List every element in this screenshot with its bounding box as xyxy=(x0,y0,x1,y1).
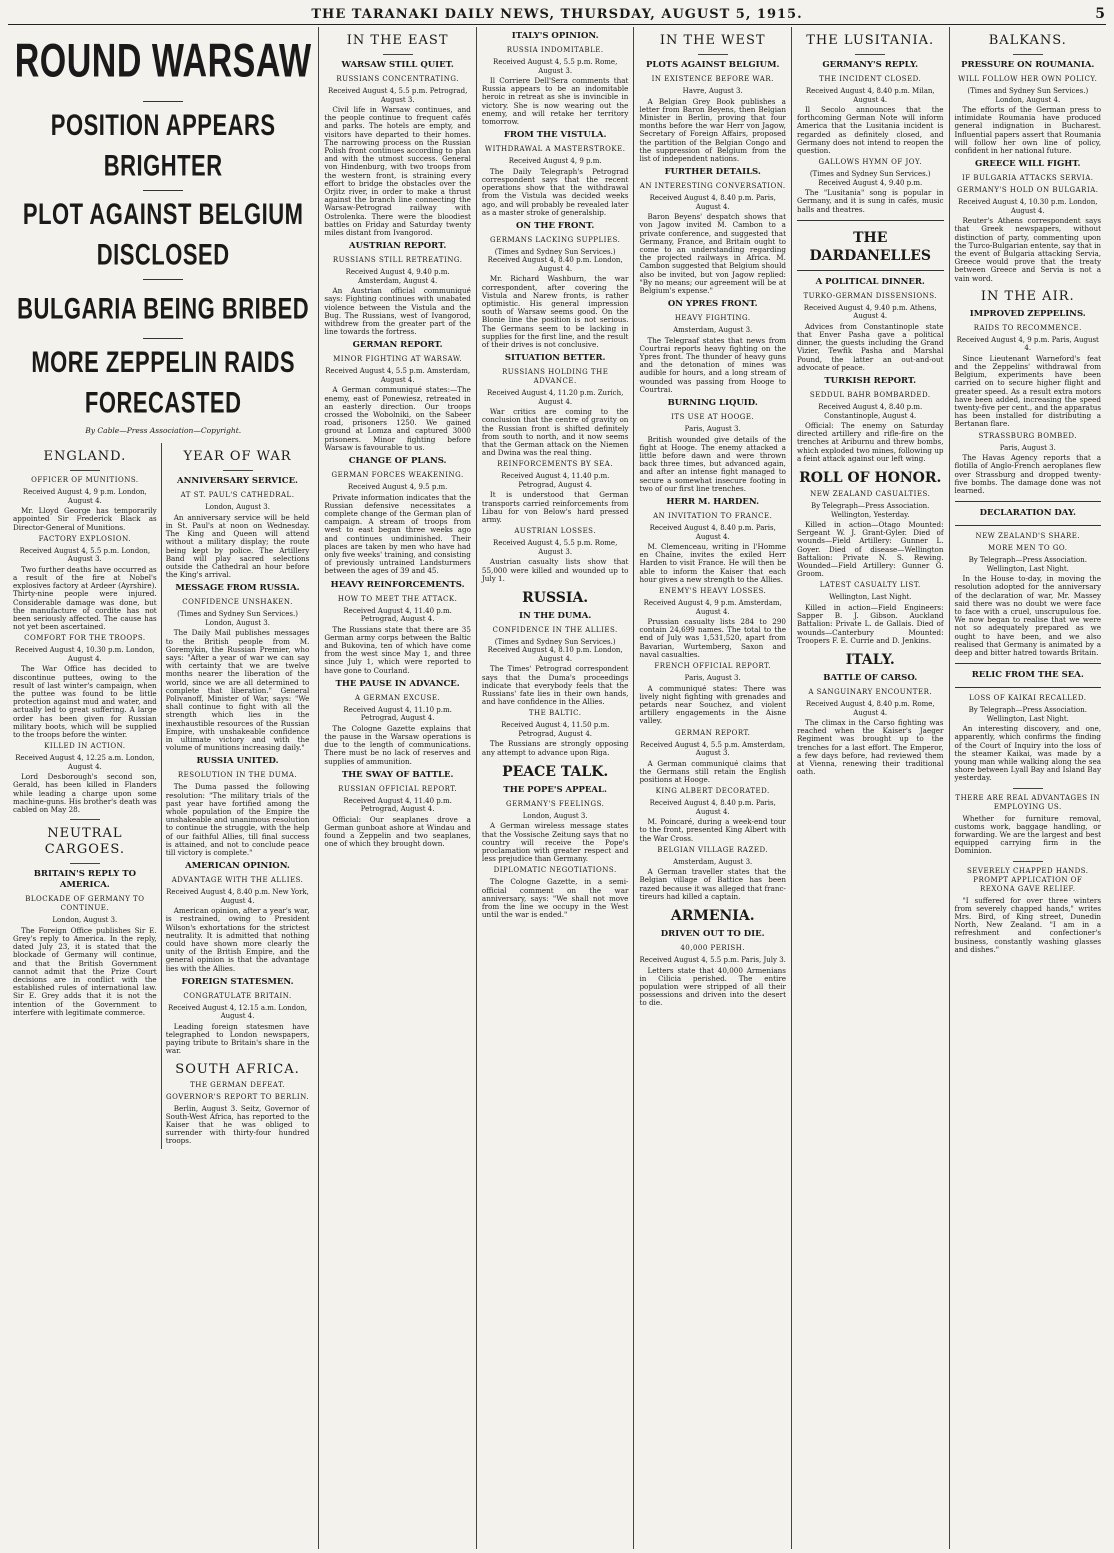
subhead-weakening: GERMAN FORCES WEAKENING. xyxy=(331,471,464,480)
article-text: Berlin, August 3. Seitz, Governor of South-West Africa, has reported to the Kaiser that he was obliged to surrender with thirty-four hundred troops. xyxy=(165,1103,310,1146)
article-text: A German communiqué states:—The enemy, east of Ponewiesz, retreated in an easterly direction. Our troops crossed the Wobolniki, on the Sabeer road, prisoners 1250. We gained ground at Lomza and captured 3000 prisoners. Minor fighting before Warsaw is favourable to us. xyxy=(324,385,471,452)
subhead-st-pauls: AT ST. PAUL'S CATHEDRAL. xyxy=(180,491,295,500)
article-text: A German traveller states that the Belgian village of Battice has been razed because it was alleged that franc-tireurs had killed a captain. xyxy=(639,867,786,901)
subhead-german-report: GERMAN REPORT. xyxy=(675,728,751,737)
article-text: Private information indicates that the Russian defensive necessitates a complete change of the German plan of campaign. A stream of troops from west to east began three weeks ago and continues undiminished. Their places are taken by men who have had only five weeks' training, and consisting of previously untrained Landsturmers between the ages of 39 and 45. xyxy=(324,492,471,576)
subhead-raids-recommence: RAIDS TO RECOMMENCE. xyxy=(973,323,1082,332)
article-text: Since Lieutenant Warneford's feat and the Zeppelins' withdrawal from Belgium, experiments have been carried on to secure higher flight and greater speed. As a result extra motors have been added, increasing the speed twenty-five per cent., and the apparatus has been installed for distributing a Bertanan flare. xyxy=(954,353,1102,429)
dateline: Received August 4, 5.5 p.m. Petrograd, August 3. xyxy=(327,87,468,104)
subhead-russia-united: RUSSIA UNITED. xyxy=(196,756,279,767)
ad-text: Whether for furniture removal, customs work, baggage handling, or forwarding. We are the largest and best equipped carrying firm in the Dominion. xyxy=(954,813,1102,856)
subhead-incident-closed: THE INCIDENT CLOSED. xyxy=(819,75,922,83)
page-number: 5 xyxy=(1095,6,1106,22)
byline: By Cable—Press Association—Copyright. xyxy=(85,426,242,435)
subhead-before-war: IN EXISTENCE BEFORE WAR. xyxy=(651,75,774,83)
subhead-in-duma: IN THE DUMA. xyxy=(519,610,592,621)
section-relic-sea: RELIC FROM THE SEA. xyxy=(971,670,1084,681)
dateline: Received August 4, 11.10 p.m. Petrograd, August 4. xyxy=(343,705,452,723)
article-text: A German wireless message states that the Vossische Zeitung says that no country will receive the Pope's proclamation with greater respect and less prejudice than Germany. xyxy=(481,821,629,864)
article-text: Austrian casualty lists show that 55,000 were killed and wounded up to July 1. xyxy=(481,557,629,583)
section-in-the-west: IN THE WEST xyxy=(659,33,766,48)
section-declaration-day: DECLARATION DAY. xyxy=(979,508,1076,519)
article-text: A communiqué states: There was lively night fighting with grenades and petards near Souchez, and violent artillery engagements in the Aisne valley. xyxy=(639,683,786,726)
headline-round-warsaw: ROUND WARSAW xyxy=(14,34,312,88)
article-text: Prussian casualty lists 284 to 290 contain 24,699 names. The total to the end of July was 1,531,520, apart from Bavarian, Wurtemberg, Saxon and naval casualties. xyxy=(639,617,786,659)
article-text: Baron Beyens' despatch shows that von Jagow invited M. Cambon to a private conference, and suggested that Germany, France, and Britain ought to come to an understanding regarding the projected railways in Africa. M. Cambon suggested that Belgium should also be invited, but von Jagow replied: "By no means; our agreement will be at Belgium's expense." xyxy=(639,212,786,295)
section-in-the-air: IN THE AIR. xyxy=(980,288,1075,304)
section-south-africa: SOUTH AFRICA. xyxy=(175,1061,300,1077)
subhead-comfort: COMFORT FOR THE TROOPS. xyxy=(24,634,146,643)
subhead-situation: SITUATION BETTER. xyxy=(504,353,606,364)
subhead-more-men: MORE MEN TO GO. xyxy=(988,544,1068,553)
subhead-popes-appeal: THE POPE'S APPEAL. xyxy=(503,784,607,795)
article-text: Mr. Lloyd George has temporarily appointed Sir Frederick Black as Director-General of Munitions. xyxy=(13,506,157,532)
dateline: (Times and Sydney Sun Services.) Received August 4, 8.40 p.m. London, August 4. xyxy=(487,247,623,273)
article-text: War critics are coming to the conclusion that the centre of gravity on the Russian front is shifted definitely from south to north, and it now seems that the German attack on the Niemen and Dwina was the real thing. xyxy=(481,407,629,458)
dateline: Paris, August 3. xyxy=(684,425,741,434)
subhead-munitions: OFFICER OF MUNITIONS. xyxy=(31,476,139,485)
headline-zeppelin: MORE ZEPPELIN RAIDS FORECASTED xyxy=(31,345,296,420)
page-columns xyxy=(8,27,1106,1549)
subhead-vistula: FROM THE VISTULA. xyxy=(503,130,607,141)
ad-heading-rexona: SEVERELY CHAPPED HANDS. PROMPT APPLICATION OF REXONA GAVE RELIEF. xyxy=(966,866,1089,893)
column-lusitania xyxy=(792,27,950,1549)
subhead-political-dinner: A POLITICAL DINNER. xyxy=(815,276,925,287)
subhead-bulgaria-attacks: IF BULGARIA ATTACKS SERVIA. xyxy=(962,174,1094,183)
subhead-retreating: RUSSIANS STILL RETREATING. xyxy=(332,256,463,265)
subhead-kaikai: LOSS OF KAIKAI RECALLED. xyxy=(969,694,1087,703)
subhead-heavy-fighting: HEAVY FIGHTING. xyxy=(674,314,751,323)
article-text: M. Clemenceau, writing in l'Homme en Chaîne, invites the exiled Herr Harden to visit France. He will then be able to inform the Kaiser that each hour gives a new strength to the Allies. xyxy=(639,542,786,584)
subhead-governor-report: GOVERNOR'S REPORT TO BERLIN. xyxy=(165,1092,310,1101)
subhead-seddul-bahr: SEDDUL BAHR BOMBARDED. xyxy=(809,391,931,400)
article-text: Official: Our seaplanes drove a German gunboat ashore at Windau and found a Zeppelin and two seaplanes, one of which they brought down. xyxy=(324,814,471,849)
article-text: Official: The enemy on Saturday directed artillery and rifle-fire on the trenches at Ariburnu and threw bombs, which exploded two mines, following up a feint attack against our left wing. xyxy=(796,421,944,463)
dateline: Received August 4, 5.5 p.m. London, August 3. xyxy=(19,546,151,564)
dateline: Received August 4, 5.5 p.m. Paris, July 3. xyxy=(639,956,786,965)
dateline: Received August 4, 9 p.m. London, August 4. xyxy=(22,488,147,505)
article-text: Civil life in Warsaw continues, and the people continue to frequent cafés and parks. The hotels are empty, and visitors have departed to their homes. The narrowing process on the Russian Polish front continues according to plan and with the utmost success. General von Hindenburg, with two troops from the western front, is straining every effort to bridge the obstacles over the Orjitz river, in order to make a thrust against the branch line connecting the Warsaw-Petrograd railway with Ostrolenka. There were the bloodiest battles on Friday and Saturday twenty miles distant from Ivangorod. xyxy=(324,105,471,238)
subhead-burning-liquid: BURNING LIQUID. xyxy=(667,398,758,409)
article-text: Two further deaths have occurred as a result of the fire at Nobel's explosives factory at Ardeer (Ayrshire). Thirty-nine people were injured. Considerable damage was done, but the manufacture of cordite has not been seriously affected. The cause has not yet been ascertained. xyxy=(13,564,157,632)
masthead xyxy=(8,4,1106,25)
dateline: Received August 4, 10.30 p.m. London, August 4. xyxy=(958,198,1098,215)
dateline: Received August 4, 5.5 p.m. Rome, August 3. xyxy=(493,58,618,75)
article-text: An anniversary service will be held in St. Paul's at noon on Wednesday. The King and Queen will attend without a military display; the route being kept by police. The Artillery Band will play sacred selections outside the Cathedral an hour before the King's arrival. xyxy=(165,512,310,580)
dateline: Received August 4, 10.30 p.m. London, August 4. xyxy=(15,646,155,663)
article-text: Il Secolo announces that the forthcoming German Note will inform America that the Lusitania incident is regarded as definitely closed, and Germany does not intend to reopen the question. xyxy=(796,105,944,156)
article-text: The Havas Agency reports that a flotilla of Anglo-French aeroplanes flew over Strassburg and dropped twenty-five bombs. The damage done was not learned. xyxy=(954,453,1102,495)
article-text: An Austrian official communiqué says: Fighting continues with unabated violence between the Vistula and the Bug. The Russians, west of Ivangorod, withdrew from the greater part of the line towards the fortress. xyxy=(324,286,471,337)
dateline: Paris, August 3. xyxy=(999,443,1056,452)
subhead-german-defeat: THE GERMAN DEFEAT. xyxy=(190,1080,285,1089)
subhead-change-plans: CHANGE OF PLANS. xyxy=(348,456,447,467)
subhead-enemy-losses: ENEMY'S HEAVY LOSSES. xyxy=(659,587,767,596)
subhead-perish: 40,000 PERISH. xyxy=(680,944,746,953)
article-text: A Belgian Grey Book publishes a letter from Baron Beyens, then Belgian Minister in Berlin, proving that four months before the war Herr von Jagow, Secretary of Foreign Affairs, proposed the partition of the Belgian Congo and the suppression of Belgium from the list of independent nations. xyxy=(639,96,786,163)
subhead-warsaw: WARSAW STILL QUIET. xyxy=(341,60,454,70)
article-text: The Cologne Gazette explains that the pause in the Warsaw operations is due to the length of communications. There must be no lack of reserves and supplies of ammunition. xyxy=(324,723,471,766)
subhead-advantage: ADVANTAGE WITH THE ALLIES. xyxy=(171,876,304,885)
article-text: The Daily Mail publishes messages to the British people from M. Goremykin, the Russian Premier, who says: "After a year of war we can say with certainty that we are twelve months nearer the liberation of the world, since we are all determined to complete that liberation." General Polivanoff, Minister of War, says: "We shall continue to fight with all the strength which lies in the inexhaustible resources of the Russian Empire, with unshakeable confidence in ultimate victory and with the volume of munitions increasing daily." xyxy=(165,628,310,753)
subhead-duma-resolution: RESOLUTION IN THE DUMA. xyxy=(177,771,298,780)
subhead-king-albert: KING ALBERT DECORATED. xyxy=(655,787,770,796)
dateline: Amsterdam, August 3. xyxy=(673,857,753,866)
section-armenia: ARMENIA. xyxy=(670,908,755,925)
column-balkans xyxy=(950,27,1107,1549)
article-text: The "Lusitania" song is popular in Germany, and it is sung in cafés, music halls and theatres. xyxy=(796,188,944,214)
section-england: ENGLAND. xyxy=(43,449,127,465)
section-neutral-cargoes: NEUTRAL CARGOES. xyxy=(44,826,125,858)
section-peace-talk: PEACE TALK. xyxy=(502,763,609,780)
column-in-the-west xyxy=(634,27,792,1549)
dateline: Received August 4, 9.40 p.m. Amsterdam, August 4. xyxy=(345,268,450,285)
article-text: The climax in the Carso fighting was reached when the Kaiser's Jaeger Regiment was brought up to the trenches for a last effort. The Emperor, a few days before, had reviewed them at Vienna, renewing their traditional oath. xyxy=(796,718,944,777)
dateline: Received August 4, 11.40 p.m. Petrograd, August 4. xyxy=(343,606,452,624)
dateline: Received August 4, 8.40 p.m. Paris, August 4. xyxy=(649,194,776,211)
subhead-confidence-allies: CONFIDENCE IN THE ALLIES. xyxy=(492,625,618,634)
subhead-diplomatic: DIPLOMATIC NEGOTIATIONS. xyxy=(493,866,617,875)
article-text: It is understood that German transports carried reinforcements from Libau for von Below's hard pressed army. xyxy=(481,490,629,525)
section-lusitania: THE LUSITANIA. xyxy=(806,33,935,48)
subhead-concentrating: RUSSIANS CONCENTRATING. xyxy=(336,75,459,83)
dateline: By Telegraph—Press Association. Wellington, Yesterday. xyxy=(811,502,930,519)
section-italy: ITALY. xyxy=(845,652,895,668)
subhead-congratulate: CONGRATULATE BRITAIN. xyxy=(183,991,292,1000)
subhead-ypres: ON YPRES FRONT. xyxy=(667,299,758,310)
section-year-of-war: YEAR OF WAR xyxy=(183,449,292,465)
dateline: Received August 4, 8.40 p.m. New York, August 4. xyxy=(166,888,309,905)
article-text: Lord Desborough's second son, Gerald, has been killed in Flanders while leading a charge upon some machine-guns. His brother's death was cabled on May 28. xyxy=(13,772,157,815)
dateline: Received August 4, 9 p.m. Amsterdam, August 4. xyxy=(643,599,782,616)
subhead-further-details: FURTHER DETAILS. xyxy=(664,167,761,178)
article-text: The Russians state that there are 35 German army corps between the Baltic and Bukovina, ten of which have come from the west since May 1, and three since July 1, which were reported to have gone to Courland. xyxy=(324,624,471,675)
article-text: The Russians are strongly opposing any attempt to advance upon Riga. xyxy=(481,739,629,757)
dateline: Received August 4, 11.20 p.m. Zurich, August 4. xyxy=(487,389,624,406)
article-text: M. Poincaré, during a week-end tour to the front, presented King Albert with the War Cross. xyxy=(639,817,786,843)
subhead-killed: KILLED IN ACTION. xyxy=(44,742,126,751)
subcolumns xyxy=(13,443,313,1148)
subhead-minor-fighting: MINOR FIGHTING AT WARSAW. xyxy=(333,355,463,364)
section-russia: RUSSIA. xyxy=(522,589,589,606)
subhead-gallows-hymn: GALLOWS HYMN OF JOY. xyxy=(818,158,922,167)
subhead-russian-official: RUSSIAN OFFICIAL REPORT. xyxy=(338,784,458,793)
subhead-austrian-losses: AUSTRIAN LOSSES. xyxy=(514,527,596,536)
subhead-harden: HERR M. HARDEN. xyxy=(666,497,760,507)
article-text: Killed in action—Otago Mounted: Sergeant W. J. Grant-Gyler. Died of wounds—Field Artillery: Gunner L. Goyer. Died of disease—Wellington Battalion: Private N. S. Rewing. Wounded—Field Artillery: Gunner G. Groom. xyxy=(796,520,944,579)
subhead-turkish-report: TURKISH REPORT. xyxy=(824,376,917,387)
dateline: London, August 3. xyxy=(52,916,118,925)
article-text: The Telegraaf states that news from Courtrai reports heavy fighting on the Ypres front. The thunder of heavy guns and the detonation of mines was audible for hours, and a long stream of wounded was passing from Hooge to Courtrai. xyxy=(639,335,786,394)
dateline: (Times and Sydney Sun Services.) London, August 3. xyxy=(177,610,298,627)
article-text: The efforts of the German press to intimidate Roumania have produced general indignation in Bucharest. Influential papers assert that Roumania will follow her own line of policy, confident in her national future. xyxy=(954,105,1102,156)
subhead-american-opinion: AMERICAN OPINION. xyxy=(185,861,290,872)
subhead-lacking-supplies: GERMANS LACKING SUPPLIES. xyxy=(490,235,621,244)
dateline: Wellington, Last Night. xyxy=(829,593,912,602)
article-text: British wounded give details of the fight at Hooge. The enemy attacked a little before dawn and were thrown back three times, but advanced again, and after an intense fight managed to secure a somewhat insecure footing in two of our first line trenches. xyxy=(639,434,786,493)
dateline: Havre, August 3. xyxy=(682,87,743,95)
subhead-meet-attack: HOW TO MEET THE ATTACK. xyxy=(337,594,458,603)
subhead-german-report: GERMAN REPORT. xyxy=(352,340,443,351)
dateline: By Telegraph—Press Association. Wellington, Last Night. xyxy=(968,556,1087,573)
column-main-headlines xyxy=(8,27,319,1549)
subhead-greece-fight: GREECE WILL FIGHT. xyxy=(975,159,1081,170)
article-text: Killed in action—Field Engineers: Sapper B. J. Gibson. Auckland Battalion: Private L. de Gallais. Died of wounds—Canterbury Mounted: Troopers F. E. Currie and D. Jenkins. xyxy=(796,602,944,645)
subhead-masterstroke: WITHDRAWAL A MASTERSTROKE. xyxy=(484,145,626,154)
subhead-sway-battle: THE SWAY OF BATTLE. xyxy=(341,769,454,780)
subhead-heavy-reinforcements: HEAVY REINFORCEMENTS. xyxy=(330,579,465,590)
dateline: Paris, August 3. xyxy=(684,674,741,683)
subhead-latest-casualty: LATEST CASUALTY LIST. xyxy=(819,581,921,590)
dateline: Received August 4, 11.40 p.m. Petrograd, August 4. xyxy=(500,472,610,489)
headline-bulgaria: BULGARIA BEING BRIBED xyxy=(17,291,310,326)
dateline: Received August 4, 5.5 p.m. Amsterdam, August 3. xyxy=(640,740,786,758)
subhead-anniversary: ANNIVERSARY SERVICE. xyxy=(177,476,299,487)
subhead-on-front: ON THE FRONT. xyxy=(515,220,595,231)
subhead-foreign-statesmen: FOREIGN STATESMEN. xyxy=(181,976,294,987)
article-text: Leading foreign statesmen have telegraphed to London newspapers, paying tribute to Britain's share in the war. xyxy=(165,1021,310,1056)
dateline: Received August 4, 8.40 p.m. Constantinople, August 4. xyxy=(818,403,923,420)
subhead-nz-casualties: NEW ZEALAND CASUALTIES. xyxy=(810,490,931,499)
dateline: London, August 3. xyxy=(205,503,270,512)
article-text: Letters state that 40,000 Armenians in Cilicia perished. The entire population were stripped of all their possessions and driven into the desert to die. xyxy=(639,965,786,1008)
article-text: The Duma passed the following resolution: "The military trials of the past year have fortified among the whole population of the Empire the unshakeable and unanimous resolution to continue the struggle, with the help of our faithful Allies, till final success is attained, and not to conclude peace till victory is complete." xyxy=(165,782,310,857)
subhead-village-razed: BELGIAN VILLAGE RAZED. xyxy=(657,845,769,854)
dateline: Received August 4, 8.40 p.m. Paris, August 4. xyxy=(649,799,776,816)
subhead-blockade: BLOCKADE OF GERMANY TO CONTINUE. xyxy=(25,895,145,913)
headline-plot-belgium: PLOT AGAINST BELGIUM DISCLOSED xyxy=(22,197,304,272)
ad-heading-advantages: THERE ARE REAL ADVANTAGES IN EMPLOYING US. xyxy=(955,793,1101,811)
article-text: Reuter's Athens correspondent says that Greek newspapers, without distinction of party, commenting upon the Turco-Bulgarian entente, say that in the event of Bulgaria attacking Servia, Greece would prove that the treaty between Greece and Servia is not a vain word. xyxy=(954,216,1102,283)
column-in-the-east xyxy=(319,27,477,1549)
newspaper-title: THE TARANAKI DAILY NEWS, THURSDAY, AUGUST 5, 1915. xyxy=(311,6,803,22)
ad-text: "I suffered for over three winters from severely chapped hands," writes Mrs. Bird, of King street, Dunedin North, New Zealand. "I am in a refreshment and confectioner's business, constantly washing glasses and dishes." xyxy=(954,895,1102,954)
subhead-italys-opinion: ITALY'S OPINION. xyxy=(511,31,599,41)
article-text: Advices from Constantinople state that Enver Pasha gave a political dinner, the guests including the Grand Vizier, Tewfik Pasha and Marshal Pound, the latter an out-and-out advocate of peace. xyxy=(796,321,944,372)
dateline: Received August 4, 8.40 p.m. Paris, August 4. xyxy=(649,524,776,541)
dateline: Received August 4, 11.40 p.m. Petrograd, August 4. xyxy=(343,796,452,814)
article-text: A German communiqué claims that the Germans still retain the English positions at Hooge. xyxy=(639,758,786,784)
article-text: The Foreign Office publishes Sir E. Grey's reply to America. In the reply, dated July 23, it is stated that the blockade of Germany will continue, and that the British Government cannot admit that the Prize Court decisions are in conflict with the established rules of international law. Sir E. Grey adds that it is not the intention of the Government to interfere with legitimate commerce. xyxy=(13,925,157,1017)
article-text: The Times' Petrograd correspondent says that the Duma's proceedings indicate that everybody feels that the Russians' fate lies in their own hands, and have confidence in the Allies. xyxy=(481,664,629,707)
subhead-germanys-feelings: GERMANY'S FEELINGS. xyxy=(505,799,605,808)
dateline: By Telegraph—Press Association. Wellington, Last Night. xyxy=(968,706,1087,723)
subhead-battle-carso: BATTLE OF CARSO. xyxy=(823,673,918,683)
subhead-austrian-report: AUSTRIAN REPORT. xyxy=(349,241,447,252)
column-italy-russia xyxy=(477,27,635,1549)
dateline: (Times and Sydney Sun Services.) London, August 4. xyxy=(967,87,1089,104)
dateline: Received August 4, 8.40 p.m. Rome, August 4. xyxy=(805,700,935,717)
dateline: Received August 4, 9 p.m. Paris, August 4. xyxy=(956,335,1099,353)
dateline: Amsterdam, August 3. xyxy=(673,326,753,335)
dateline: (Times and Sydney Sun Services.) Received August 4, 8.10 p.m. London, August 4. xyxy=(487,637,623,663)
subhead-own-policy: WILL FOLLOW HER OWN POLICY. xyxy=(958,75,1098,83)
subhead-plots-belgium: PLOTS AGAINST BELGIUM. xyxy=(645,60,780,70)
subhead-holding-advance: RUSSIANS HOLDING THE ADVANCE. xyxy=(502,368,609,386)
dateline: Received August 4, 5.5 p.m. Rome, August 3. xyxy=(493,539,618,556)
subhead-hold-bulgaria: GERMANY'S HOLD ON BULGARIA. xyxy=(957,186,1099,195)
article-text: In the House to-day, in moving the resolution adopted for the anniversary of the declaration of war, Mr. Massey said there was no doubt we were face to face with a cruel, unscrupulous foe. We now began to realise that we were not so adequately prepared as we ought to have been, and we also realised that Germany is animated by a deep and bitter hatred towards Britain. xyxy=(954,574,1102,658)
dateline: Received August 4, 12.25 a.m. London, August 4. xyxy=(15,754,155,771)
subhead-strassburg: STRASSBURG BOMBED. xyxy=(978,431,1077,440)
subhead-reinforcements-sea: REINFORCEMENTS BY SEA. xyxy=(497,460,614,469)
subhead-pressure-roumania: PRESSURE ON ROUMANIA. xyxy=(961,60,1095,70)
subhead-baltic: THE BALTIC. xyxy=(528,709,582,718)
article-text: An interesting discovery, and one, apparently, which confirms the finding of the Court of Inquiry into the loss of the steamer Kaikai, was made by a young man while walking along the sea shore between Lyall Bay and Island Bay yesterday. xyxy=(954,724,1102,783)
section-roll-of-honor: ROLL OF HONOR. xyxy=(799,470,942,487)
subhead-dissensions: TURKO-GERMAN DISSENSIONS. xyxy=(803,291,938,300)
dateline: Received August 4, 9.5 p.m. xyxy=(347,483,448,492)
subhead-german-excuse: A GERMAN EXCUSE. xyxy=(355,693,441,702)
headline-position: POSITION APPEARS BRIGHTER xyxy=(50,108,276,183)
section-dardanelles: THE DARDANELLES xyxy=(809,229,932,264)
subhead-invitation: AN INVITATION TO FRANCE. xyxy=(653,512,773,520)
subcolumn-england xyxy=(13,443,162,1148)
article-text: Mr. Richard Washburn, the war correspondent, after covering the Vistula and Narew fronts, is rather optimistic. His general impression south of Warsaw seems good. On the Blonie line the position is not serious. The Germans seem to be lacking in supplies for the first line, and the result of their drives is not conclusive. xyxy=(481,274,629,350)
article-text: The Daily Telegraph's Petrograd correspondent says that the recent operations show that the withdrawal from the Vistula was decided weeks ago, and will probably be revealed later as a master stroke of generalship. xyxy=(481,166,629,217)
dateline: London, August 3. xyxy=(522,811,588,820)
dateline: Received August 4, 11.50 p.m. Petrograd, August 4. xyxy=(500,721,610,738)
subhead-hooge: ITS USE AT HOOGE. xyxy=(671,413,755,422)
subhead-improved-zeppelins: IMPROVED ZEPPELINS. xyxy=(969,308,1086,319)
dateline: Received August 4, 12.15 a.m. London, August 4. xyxy=(167,1003,308,1021)
article-text: American opinion, after a year's war, is restrained, owing to President Wilson's exhortations for the strictest neutrality. It is admitted that nothing could have shown more clearly the unity of the British Empire, and the general opinion is that the advantage lies with the Allies. xyxy=(165,906,310,973)
subhead-indomitable: RUSSIA INDOMITABLE. xyxy=(506,46,604,54)
article-text: The Cologne Gazette, in a semi-official comment on the war anniversary, says: "We shall not move from the line we occupy in the West until the war is ended." xyxy=(481,877,629,920)
subhead-explosion: FACTORY EXPLOSION. xyxy=(38,534,132,543)
subhead-driven-out: DRIVEN OUT TO DIE. xyxy=(660,929,765,940)
dateline: Received August 4, 8.40 p.m. Milan, August 4. xyxy=(805,87,935,104)
dateline: Received August 4, 9.40 p.m. Athens, August 4. xyxy=(803,303,937,321)
subhead-reply: BRITAIN'S REPLY TO AMERICA. xyxy=(33,869,136,891)
dateline: Received August 4, 5.5 p.m. Amsterdam, August 4. xyxy=(325,367,471,384)
subhead-conversation: AN INTERESTING CONVERSATION. xyxy=(639,182,786,191)
dateline: (Times and Sydney Sun Services.) Received August 4, 9.40 p.m. xyxy=(809,170,931,187)
article-text: Il Corriere Dell'Sera comments that Russia appears to be an indomitable heroic in retreat as she is invincible in victory. She is now wearing out the enemy, and will retake her territory tomorrow. xyxy=(481,76,629,127)
dateline: Received August 4, 9 p.m. xyxy=(508,157,602,166)
subhead-french-report: FRENCH OFFICIAL REPORT. xyxy=(654,662,772,671)
section-in-the-east: IN THE EAST xyxy=(346,33,449,48)
subhead-pause: THE PAUSE IN ADVANCE. xyxy=(335,678,460,689)
subhead-sanguinary: A SANGUINARY ENCOUNTER. xyxy=(808,688,933,696)
article-text: The War Office has decided to discontinue puttees, owing to the result of last winter's campaign, when the puttee was found to be little protection against mud and water, and actually led to great suffering. A large order has been given for Russian military boots, which will be supplied to the troops before the winter. xyxy=(13,664,157,740)
subcolumn-year-of-war xyxy=(162,443,314,1148)
subhead-message-russia: MESSAGE FROM RUSSIA. xyxy=(175,583,300,594)
subhead-germanys-reply: GERMANY'S REPLY. xyxy=(822,60,919,70)
section-balkans: BALKANS. xyxy=(988,33,1067,48)
subhead-confidence: CONFIDENCE UNSHAKEN. xyxy=(182,598,293,607)
subhead-nz-share: NEW ZEALAND'S SHARE. xyxy=(975,532,1081,541)
